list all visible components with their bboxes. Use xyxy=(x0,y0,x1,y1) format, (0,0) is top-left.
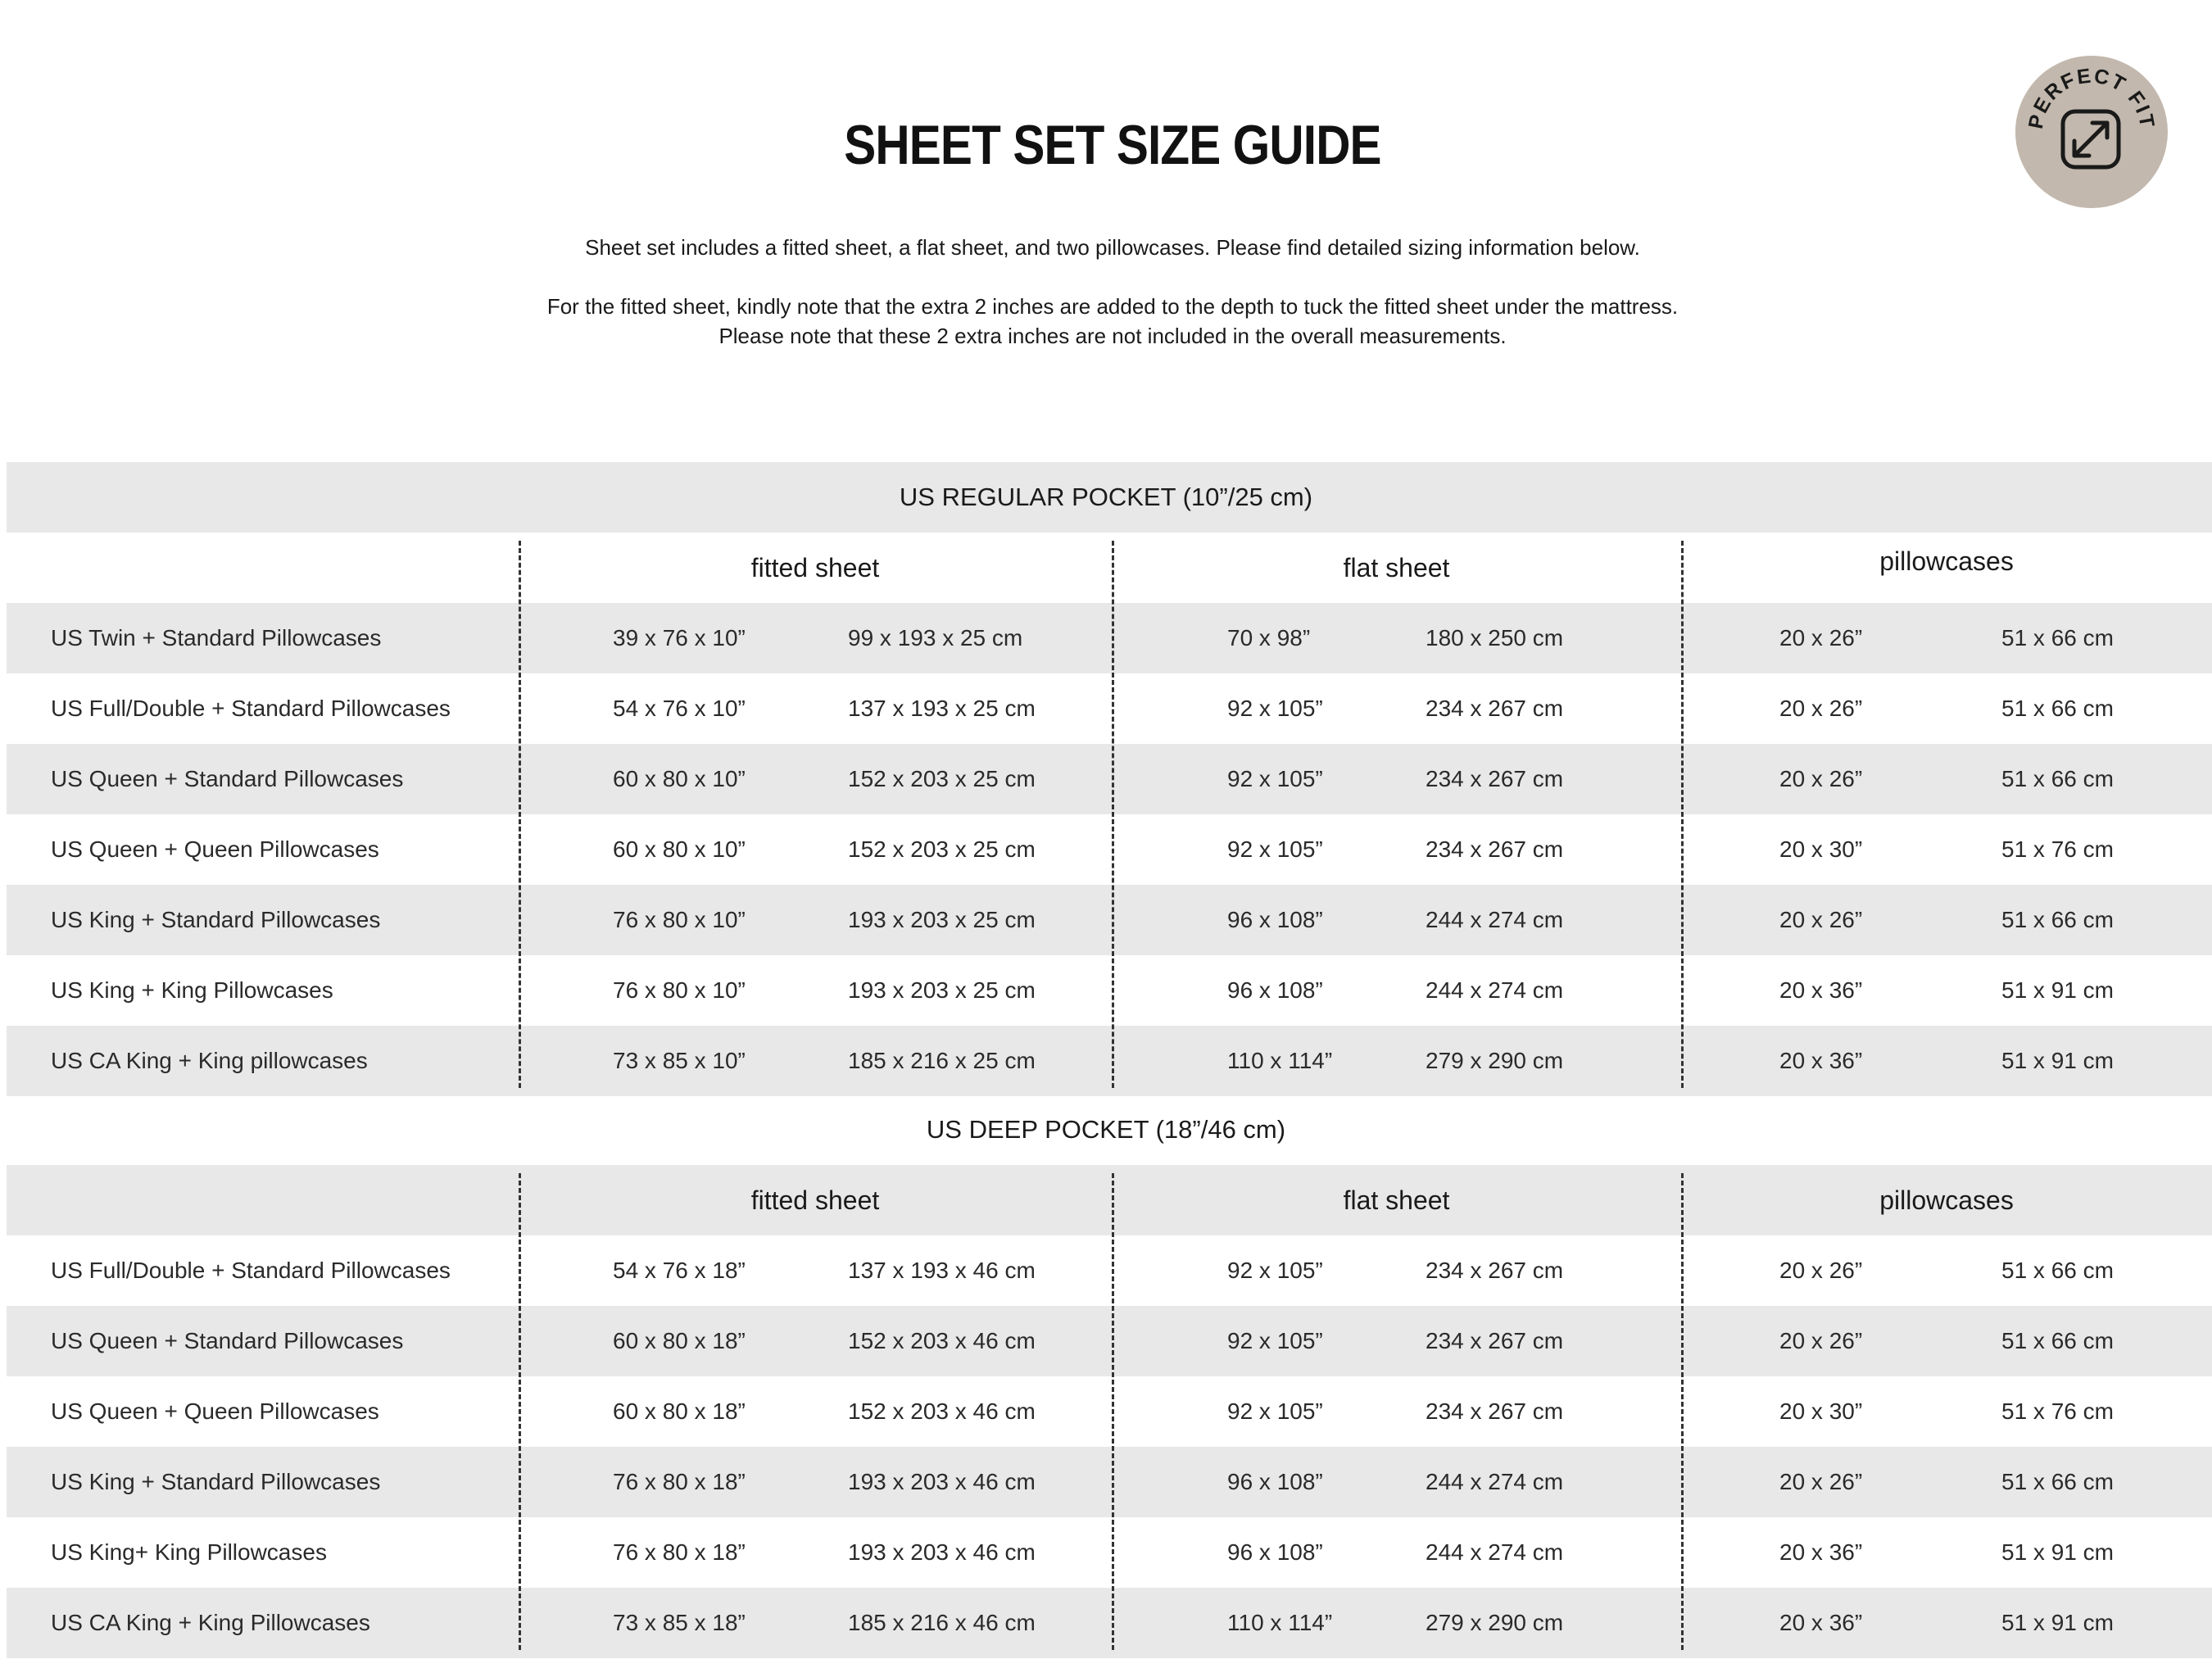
size-value: 92 x 105” xyxy=(1227,696,1323,721)
size-value: 51 x 66 cm xyxy=(2001,625,2114,650)
column-divider xyxy=(1112,1173,1114,1650)
size-value: 96 x 108” xyxy=(1227,977,1323,1003)
size-value: 180 x 250 cm xyxy=(1426,625,1564,650)
size-value: 193 x 203 x 46 cm xyxy=(848,1469,1036,1494)
size-value: 92 x 105” xyxy=(1227,1258,1323,1283)
size-value: 244 x 274 cm xyxy=(1426,977,1564,1003)
size-value: 76 x 80 x 18” xyxy=(613,1539,746,1565)
size-value: 20 x 26” xyxy=(1779,766,1863,791)
size-value: 234 x 267 cm xyxy=(1426,766,1564,791)
size-value: 244 x 274 cm xyxy=(1426,1539,1564,1565)
column-header-row xyxy=(7,533,2212,603)
size-value: 152 x 203 x 46 cm xyxy=(848,1328,1036,1353)
table-row xyxy=(7,1376,2212,1447)
row-label: US Queen + Standard Pillowcases xyxy=(51,766,404,791)
size-value: 20 x 26” xyxy=(1779,1328,1863,1353)
row-label: US Twin + Standard Pillowcases xyxy=(51,625,382,650)
column-header-row xyxy=(7,1165,2212,1235)
size-value: 234 x 267 cm xyxy=(1426,836,1564,862)
size-value: 76 x 80 x 18” xyxy=(613,1469,746,1494)
column-header-pillow: pillowcases xyxy=(1879,1185,2014,1215)
size-value: 60 x 80 x 18” xyxy=(613,1328,746,1353)
row-label: US King + King Pillowcases xyxy=(51,977,333,1003)
row-label: US Queen + Standard Pillowcases xyxy=(51,1328,404,1353)
size-value: 20 x 36” xyxy=(1779,1539,1863,1565)
column-divider xyxy=(519,1173,521,1650)
size-value: 185 x 216 x 46 cm xyxy=(848,1610,1036,1635)
size-value: 20 x 30” xyxy=(1779,1398,1863,1424)
size-value: 20 x 26” xyxy=(1779,625,1863,650)
size-value: 185 x 216 x 25 cm xyxy=(848,1048,1036,1073)
row-label: US King + Standard Pillowcases xyxy=(51,1469,381,1494)
size-value: 20 x 26” xyxy=(1779,696,1863,721)
size-value: 279 x 290 cm xyxy=(1426,1610,1564,1635)
size-value: 193 x 203 x 25 cm xyxy=(848,977,1036,1003)
size-value: 193 x 203 x 46 cm xyxy=(848,1539,1036,1565)
table-row xyxy=(7,1517,2212,1588)
table-row xyxy=(7,1026,2212,1096)
table-row xyxy=(7,814,2212,885)
size-value: 92 x 105” xyxy=(1227,1328,1323,1353)
size-value: 96 x 108” xyxy=(1227,907,1323,932)
size-value: 76 x 80 x 10” xyxy=(613,977,746,1003)
size-value: 20 x 26” xyxy=(1779,1469,1863,1494)
size-value: 51 x 76 cm xyxy=(2001,1398,2114,1424)
table-row xyxy=(7,603,2212,673)
size-value: 54 x 76 x 18” xyxy=(613,1258,746,1283)
size-value: 51 x 66 cm xyxy=(2001,907,2114,932)
size-value: 51 x 91 cm xyxy=(2001,1539,2114,1565)
column-header-fitted: fitted sheet xyxy=(750,553,880,582)
table-row xyxy=(7,955,2212,1026)
page-title: SHEET SET SIZE GUIDE xyxy=(844,114,1381,176)
section-title: US REGULAR POCKET (10”/25 cm) xyxy=(899,483,1313,511)
intro-text-3: Please note that these 2 extra inches are not included in the overall measurements. xyxy=(718,324,1507,348)
row-label: US Full/Double + Standard Pillowcases xyxy=(51,1258,451,1283)
size-value: 92 x 105” xyxy=(1227,766,1323,791)
size-value: 20 x 36” xyxy=(1779,977,1863,1003)
size-value: 244 x 274 cm xyxy=(1426,907,1564,932)
size-value: 60 x 80 x 10” xyxy=(613,766,746,791)
size-value: 96 x 108” xyxy=(1227,1469,1323,1494)
table-row xyxy=(7,885,2212,955)
table-row xyxy=(7,1306,2212,1376)
size-value: 60 x 80 x 18” xyxy=(613,1398,746,1424)
size-value: 234 x 267 cm xyxy=(1426,1258,1564,1283)
size-value: 234 x 267 cm xyxy=(1426,1328,1564,1353)
size-value: 20 x 30” xyxy=(1779,836,1863,862)
size-value: 76 x 80 x 10” xyxy=(613,907,746,932)
size-value: 51 x 66 cm xyxy=(2001,1469,2114,1494)
size-value: 279 x 290 cm xyxy=(1426,1048,1564,1073)
size-value: 20 x 26” xyxy=(1779,1258,1863,1283)
size-value: 137 x 193 x 25 cm xyxy=(848,696,1036,721)
section-title: US DEEP POCKET (18”/46 cm) xyxy=(926,1115,1286,1144)
size-value: 234 x 267 cm xyxy=(1426,1398,1564,1424)
size-value: 20 x 26” xyxy=(1779,907,1863,932)
size-value: 73 x 85 x 18” xyxy=(613,1610,746,1635)
table-row xyxy=(7,744,2212,814)
row-label: US Queen + Queen Pillowcases xyxy=(51,836,379,862)
section-title-band xyxy=(7,462,2212,533)
column-divider xyxy=(1681,541,1684,1088)
row-label: US CA King + King Pillowcases xyxy=(51,1610,370,1635)
size-value: 20 x 36” xyxy=(1779,1610,1863,1635)
size-value: 39 x 76 x 10” xyxy=(613,625,746,650)
size-value: 51 x 66 cm xyxy=(2001,1328,2114,1353)
size-value: 92 x 105” xyxy=(1227,836,1323,862)
size-value: 110 x 114” xyxy=(1227,1048,1333,1073)
size-value: 152 x 203 x 25 cm xyxy=(848,766,1036,791)
column-divider xyxy=(1112,541,1114,1088)
size-value: 244 x 274 cm xyxy=(1426,1469,1564,1494)
size-value: 152 x 203 x 46 cm xyxy=(848,1398,1036,1424)
size-value: 110 x 114” xyxy=(1227,1610,1333,1635)
table-row xyxy=(7,1588,2212,1658)
expand-arrows-icon xyxy=(2015,56,2168,208)
size-value: 51 x 66 cm xyxy=(2001,696,2114,721)
column-divider xyxy=(519,541,521,1088)
size-value: 70 x 98” xyxy=(1227,625,1311,650)
size-value: 234 x 267 cm xyxy=(1426,696,1564,721)
size-value: 73 x 85 x 10” xyxy=(613,1048,746,1073)
size-value: 51 x 91 cm xyxy=(2001,977,2114,1003)
row-label: US Full/Double + Standard Pillowcases xyxy=(51,696,451,721)
size-value: 51 x 91 cm xyxy=(2001,1610,2114,1635)
column-header-fitted: fitted sheet xyxy=(750,1185,880,1215)
size-value: 51 x 91 cm xyxy=(2001,1048,2114,1073)
size-value: 51 x 76 cm xyxy=(2001,836,2114,862)
size-value: 137 x 193 x 46 cm xyxy=(848,1258,1036,1283)
svg-text:PERFECT FIT xyxy=(2024,64,2159,130)
column-divider xyxy=(1681,1173,1684,1650)
row-label: US King+ King Pillowcases xyxy=(51,1539,327,1565)
size-value: 193 x 203 x 25 cm xyxy=(848,907,1036,932)
table-row xyxy=(7,1235,2212,1306)
table-row xyxy=(7,673,2212,744)
size-value: 99 x 193 x 25 cm xyxy=(848,625,1023,650)
intro-text-1: Sheet set includes a fitted sheet, a flat sheet, and two pillowcases. Please find detailed sizing information below. xyxy=(585,235,1640,260)
row-label: US King + Standard Pillowcases xyxy=(51,907,381,932)
size-value: 51 x 66 cm xyxy=(2001,766,2114,791)
size-value: 51 x 66 cm xyxy=(2001,1258,2114,1283)
table-row xyxy=(7,1447,2212,1517)
row-label: US CA King + King pillowcases xyxy=(51,1048,368,1073)
intro-text-2: For the fitted sheet, kindly note that the extra 2 inches are added to the depth to tuck the fitted sheet under the mattress. xyxy=(546,294,1679,319)
size-value: 54 x 76 x 10” xyxy=(613,696,746,721)
section-title-band xyxy=(7,1095,2212,1165)
size-value: 20 x 36” xyxy=(1779,1048,1863,1073)
column-header-pillow: pillowcases xyxy=(1879,546,2014,576)
size-value: 96 x 108” xyxy=(1227,1539,1323,1565)
row-label: US Queen + Queen Pillowcases xyxy=(51,1398,379,1424)
column-header-flat: flat sheet xyxy=(1343,553,1450,582)
column-header-flat: flat sheet xyxy=(1343,1185,1450,1215)
badge-text: PERFECT FIT xyxy=(2024,64,2160,131)
size-value: 92 x 105” xyxy=(1227,1398,1323,1424)
size-value: 152 x 203 x 25 cm xyxy=(848,836,1036,862)
size-value: 60 x 80 x 10” xyxy=(613,836,746,862)
perfect-fit-badge xyxy=(2015,56,2168,208)
